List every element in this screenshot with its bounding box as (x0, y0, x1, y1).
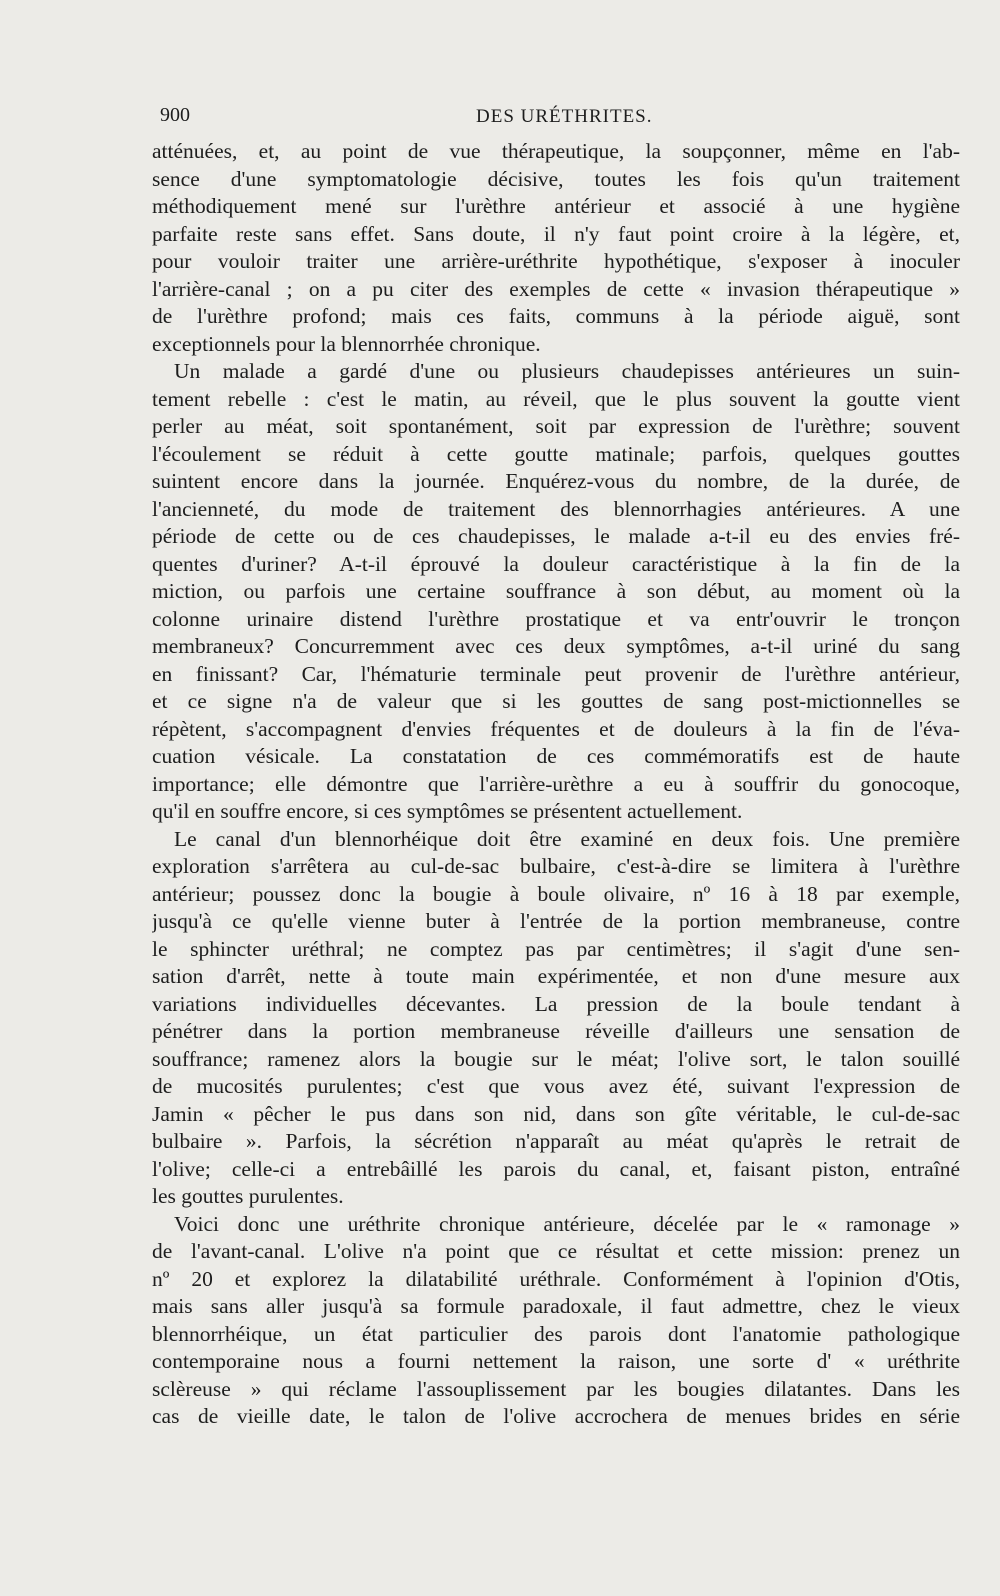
text-line: antérieur; poussez donc la bougie à boule olivaire, nº 16 à 18 par exemple, (152, 881, 960, 906)
text-line: exceptionnels pour la blennorrhée chronique. (152, 331, 541, 356)
text-line: parfaite reste sans effet. Sans doute, il n'y faut point croire à la légère, et, (152, 221, 960, 246)
text-line: période de cette ou de ces chaudepisses, le malade a-t-il eu des envies fré- (152, 524, 960, 548)
text-line: souffrance; ramenez alors la bougie sur le méat; l'olive sort, le talon souillé (152, 1046, 960, 1071)
text-line: l'olive; celle-ci a entrebâillé les parois du canal, et, faisant piston, entraîné (152, 1156, 960, 1181)
text-line: exploration s'arrêtera au cul-de-sac bulbaire, c'est-à-dire se limitera à l'urèthre (152, 854, 960, 878)
text-line: Jamin « pêcher le pus dans son nid, dans son gîte véritable, le cul-de-sac (152, 1101, 960, 1126)
text-line: quentes d'uriner? A-t-il éprouvé la douleur caractéristique à la fin de la (152, 551, 960, 576)
text-line: l'écoulement se réduit à cette goutte matinale; parfois, quelques gouttes (152, 441, 960, 466)
page-number: 900 (160, 104, 190, 126)
text-line: l'arrière-canal ; on a pu citer des exemples de cette « invasion thérapeutique » (152, 276, 960, 301)
text-line: sclèreuse » qui réclame l'assouplissement par les bougies dilatantes. Dans les (152, 1376, 960, 1401)
text-line: importance; elle démontre que l'arrière-urèthre a eu à souffrir du gonocoque, (152, 771, 960, 796)
text-line: méthodiquement mené sur l'urèthre antérieur et associé à une hygiène (152, 194, 960, 218)
text-line: sence d'une symptomatologie décisive, toutes les fois qu'un traitement (152, 166, 960, 191)
text-line: nº 20 et explorez la dilatabilité uréthrale. Conformément à l'opinion d'Otis, (152, 1266, 960, 1291)
text-line: Voici donc une uréthrite chronique antérieure, décelée par le « ramonage » (174, 1211, 960, 1236)
text-line: variations individuelles décevantes. La pression de la boule tendant à (152, 991, 960, 1016)
body-text (152, 138, 960, 1431)
text-line: les gouttes purulentes. (152, 1184, 344, 1208)
text-line: en finissant? Car, l'hématurie terminale peut provenir de l'urèthre antérieur, (152, 661, 960, 686)
text-line: miction, ou parfois une certaine souffrance à son début, au moment où la (152, 579, 960, 603)
text-line: colonne urinaire distend l'urèthre prostatique et va entr'ouvrir le tronçon (152, 606, 960, 631)
text-line: sation d'arrêt, nette à toute main expérimentée, et non d'une mesure aux (152, 964, 960, 988)
running-title: DES URÉTHRITES. (476, 106, 653, 127)
text-line: cas de vieille date, le talon de l'olive accrochera de menues brides en série (152, 1404, 960, 1428)
text-line: mais sans aller jusqu'à sa formule paradoxale, il faut admettre, chez le vieux (152, 1294, 960, 1318)
page-header (160, 104, 960, 132)
text-line: perler au méat, soit spontanément, soit par expression de l'urèthre; souvent (152, 414, 960, 438)
text-line: atténuées, et, au point de vue thérapeutique, la soupçonner, même en l'ab- (152, 139, 960, 163)
text-line: pour vouloir traiter une arrière-uréthrite hypothétique, s'exposer à inoculer (152, 249, 960, 273)
text-line: blennorrhéique, un état particulier des parois dont l'anatomie pathologique (152, 1321, 960, 1346)
text-line: de l'urèthre profond; mais ces faits, communs à la période aiguë, sont (152, 304, 960, 328)
text-line: pénétrer dans la portion membraneuse réveille d'ailleurs une sensation de (152, 1019, 960, 1043)
text-line: qu'il en souffre encore, si ces symptômes se présentent actuellement. (152, 799, 743, 823)
text-line: suintent encore dans la journée. Enquérez-vous du nombre, de la durée, de (152, 469, 960, 493)
text-line: membraneux? Concurremment avec ces deux symptômes, a-t-il uriné du sang (152, 634, 960, 658)
text-line: bulbaire ». Parfois, la sécrétion n'apparaît au méat qu'après le retrait de (152, 1129, 960, 1153)
text-line: le sphincter uréthral; ne comptez pas par centimètres; il s'agit d'une sen- (152, 936, 960, 961)
text-line: l'ancienneté, du mode de traitement des blennorrhagies antérieures. A une (152, 496, 960, 521)
text-line: de mucosités purulentes; c'est que vous avez été, suivant l'expression de (152, 1074, 960, 1098)
text-line: contemporaine nous a fourni nettement la raison, une sorte d' « uréthrite (152, 1349, 960, 1373)
text-line: de l'avant-canal. L'olive n'a point que ce résultat et cette mission: prenez un (152, 1239, 960, 1263)
text-line: cuation vésicale. La constatation de ces commémoratifs est de haute (152, 744, 960, 768)
text-line: jusqu'à ce qu'elle vienne buter à l'entrée de la portion membraneuse, contre (152, 909, 960, 933)
text-line: tement rebelle : c'est le matin, au réveil, que le plus souvent la goutte vient (152, 386, 960, 411)
text-line: Le canal d'un blennorhéique doit être examiné en deux fois. Une première (174, 826, 960, 851)
text-line: et ce signe n'a de valeur que si les gouttes de sang post-mictionnelles se (152, 689, 960, 713)
text-line: Un malade a gardé d'une ou plusieurs chaudepisses antérieures un suin- (174, 359, 960, 383)
text-line: répètent, s'accompagnent d'envies fréquentes et de douleurs à la fin de l'éva- (152, 716, 960, 741)
